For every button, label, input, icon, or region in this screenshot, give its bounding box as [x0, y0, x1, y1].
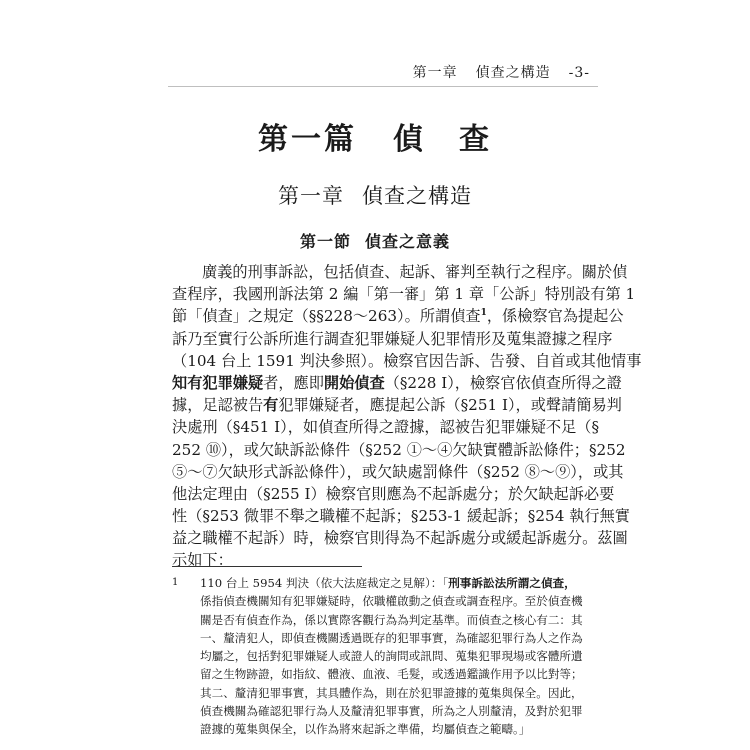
footnote-text: 110 台上 5954 判決（依大法庭裁定之見解）：「: [200, 576, 449, 590]
body-text: [172, 261, 642, 572]
section-title: [0, 229, 750, 252]
bold-term-start-investigation: 開始偵查: [323, 373, 385, 392]
section-title-name: 偵查之意義: [365, 232, 451, 251]
body-line-text: 犯罪嫌疑者，應提起公訴（§251 I），或聲請簡易判: [278, 396, 622, 415]
body-line-text: 者，應即: [263, 373, 324, 392]
body-line: 他法定理由（§255 I）檢察官則應為不起訴處分；於欠缺起訴必要: [172, 484, 615, 503]
body-line: 廣義的刑事訴訟，包括偵查、起訴、審判至執行之程序。關於偵: [202, 263, 628, 281]
running-header-chapter: 第一章: [412, 65, 458, 81]
body-line-text: 據，足認被告: [172, 396, 264, 415]
footnote-line: 均屬之，包括對犯罪嫌疑人或證人的詢問或訊問、蒐集犯罪現場或客體所遺: [200, 649, 583, 664]
footnotes: [172, 574, 592, 739]
body-line: （104 台上 1591 判決參照）。檢察官因告訴、告發、自首或其他情事: [172, 351, 642, 370]
page-number: -3-: [568, 65, 590, 81]
footnote-reference[interactable]: 1: [480, 308, 487, 319]
body-line-text: 節「偵查」之規定（§§228～263）。所謂偵查: [172, 307, 481, 326]
footnote-line: 偵查機關為確認犯罪行為人及釐清犯罪事實，所為之人別釐清，及對於犯罪: [200, 704, 583, 719]
bold-term-suspicion: 知有犯罪嫌疑: [172, 373, 264, 392]
body-line: 益之職權不起訴）時，檢察官則得為不起訴處分或緩起訴處分。茲圖: [172, 529, 628, 548]
footnote-line: 證據的蒐集與保全，以作為將來起訴之準備，均屬偵查之範疇。」: [200, 722, 531, 737]
part-title-name: 偵 查: [393, 122, 492, 157]
chapter-title-number: 第一章: [278, 184, 344, 208]
footnote-line: 一、釐清犯人，即偵查機關透過既存的犯罪事實，為確認犯罪行為人之作為: [200, 630, 583, 645]
chapter-title: [0, 180, 750, 210]
body-line: 性（§253 微罪不舉之職權不起訴；§253-1 緩起訴；§254 執行無實: [172, 507, 630, 526]
chapter-title-name: 偵查之構造: [362, 184, 472, 208]
footnote-mark: 1: [172, 577, 179, 588]
body-line: [172, 394, 622, 416]
body-line-text: （§228 I），檢察官依偵查所得之證: [384, 373, 622, 392]
body-line: 決處刑（§451 I），如偵查所得之證據，認被告犯罪嫌疑不足（§: [172, 418, 600, 437]
footnote-bold-text: 刑事訴訟法所謂之偵查，: [448, 576, 576, 590]
footnote-line: 其二、釐清犯罪事實，其具體作為，則在於犯罪證據的蒐集與保全。因此，: [200, 685, 583, 700]
header-rule: [168, 86, 598, 87]
body-line-text: ，係檢察官為提起公: [486, 307, 624, 326]
footnote-line: 留之生物跡證，如指紋、體液、血液、毛髮，或透過鑑識作用予以比對等；: [200, 667, 583, 682]
bold-term-have: 有: [263, 396, 279, 415]
body-line: [172, 305, 624, 327]
body-line: 訴乃至實行公訴所進行調查犯罪嫌疑人犯罪情形及蒐集證據之程序: [172, 329, 613, 348]
footnote-line: 關是否有偵查作為，係以實際客觀行為為判定基準。而偵查之核心有二：其: [200, 612, 583, 627]
footnote-rule: [172, 566, 362, 567]
body-line: 查程序，我國刑訴法第 2 編「第一審」第 1 章「公訴」特別設有第 1: [172, 285, 636, 304]
body-line: ⑤～⑦欠缺形式訴訟條件），或欠缺處罰條件（§252 ⑧～⑨），或其: [172, 462, 624, 481]
body-line: 示如下：: [172, 551, 233, 570]
body-line: [172, 372, 622, 394]
section-title-number: 第一節: [299, 232, 351, 251]
body-line: 252 ⑩），或欠缺訴訟條件（§252 ①～④欠缺實體訴訟條件；§252: [172, 440, 626, 459]
footnote-line: [172, 574, 592, 592]
running-header: [413, 62, 590, 82]
footnote-line: 係指偵查機關知有犯罪嫌疑時，依職權啟動之偵查或調查程序。至於偵查機: [200, 594, 583, 609]
running-header-title: 偵查之構造: [475, 65, 551, 81]
part-title-number: 第一篇: [258, 122, 357, 157]
part-title: [0, 114, 750, 158]
